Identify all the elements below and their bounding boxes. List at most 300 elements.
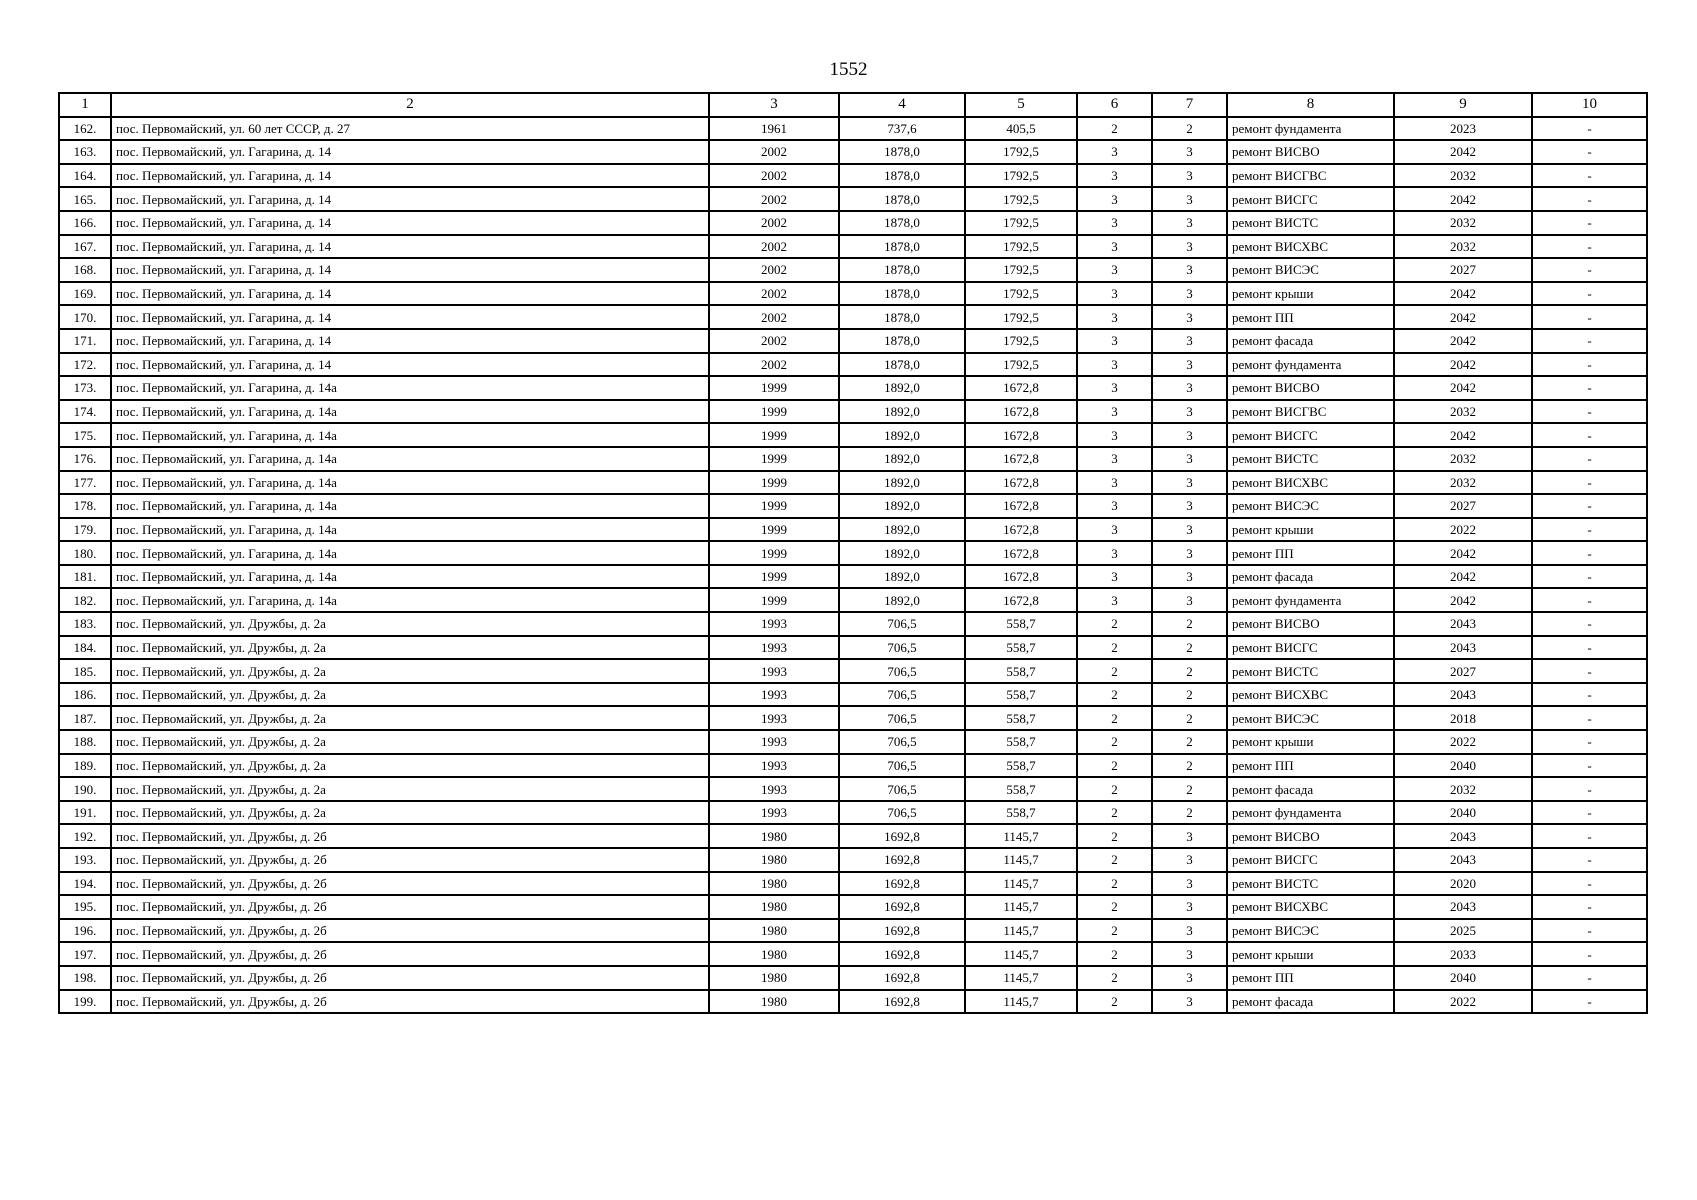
table-row (59, 258, 1647, 282)
entrances-cell: 3 (1152, 140, 1227, 164)
note-cell: - (1532, 140, 1647, 164)
note-cell: - (1532, 990, 1647, 1014)
floors-cell: 3 (1077, 187, 1152, 211)
entrances-cell: 3 (1152, 423, 1227, 447)
repair-type-cell: ремонт ВИСГС (1227, 848, 1394, 872)
table-row (59, 117, 1647, 141)
total-area-cell: 1892,0 (839, 541, 965, 565)
repair-type-cell: ремонт ВИСЭС (1227, 494, 1394, 518)
address-cell: пос. Первомайский, ул. Гагарина, д. 14а (111, 376, 709, 400)
total-area-cell: 1878,0 (839, 187, 965, 211)
row-number-cell: 198. (59, 966, 111, 990)
repair-year-cell: 2042 (1394, 353, 1532, 377)
total-area-cell: 1878,0 (839, 305, 965, 329)
living-area-cell: 1792,5 (965, 211, 1077, 235)
address-cell: пос. Первомайский, ул. Гагарина, д. 14а (111, 423, 709, 447)
floors-cell: 3 (1077, 329, 1152, 353)
living-area-cell: 1792,5 (965, 235, 1077, 259)
living-area-cell: 558,7 (965, 730, 1077, 754)
year-built-cell: 1999 (709, 471, 839, 495)
floors-cell: 3 (1077, 305, 1152, 329)
repair-type-cell: ремонт ВИСВО (1227, 140, 1394, 164)
total-area-cell: 1878,0 (839, 140, 965, 164)
living-area-cell: 558,7 (965, 659, 1077, 683)
repair-type-cell: ремонт ВИСГВС (1227, 164, 1394, 188)
total-area-cell: 706,5 (839, 730, 965, 754)
living-area-cell: 1792,5 (965, 305, 1077, 329)
total-area-cell: 1878,0 (839, 211, 965, 235)
total-area-cell: 1892,0 (839, 588, 965, 612)
year-built-cell: 2002 (709, 235, 839, 259)
year-built-cell: 1999 (709, 447, 839, 471)
floors-cell: 3 (1077, 494, 1152, 518)
address-cell: пос. Первомайский, ул. Гагарина, д. 14 (111, 329, 709, 353)
year-built-cell: 2002 (709, 164, 839, 188)
living-area-cell: 1145,7 (965, 942, 1077, 966)
column-header: 7 (1152, 93, 1227, 117)
repair-year-cell: 2032 (1394, 447, 1532, 471)
note-cell: - (1532, 187, 1647, 211)
table-row (59, 329, 1647, 353)
total-area-cell: 706,5 (839, 801, 965, 825)
repair-year-cell: 2043 (1394, 895, 1532, 919)
note-cell: - (1532, 164, 1647, 188)
note-cell: - (1532, 801, 1647, 825)
address-cell: пос. Первомайский, ул. Дружбы, д. 2а (111, 659, 709, 683)
living-area-cell: 558,7 (965, 801, 1077, 825)
total-area-cell: 1892,0 (839, 518, 965, 542)
table-row (59, 235, 1647, 259)
entrances-cell: 2 (1152, 636, 1227, 660)
note-cell: - (1532, 683, 1647, 707)
floors-cell: 3 (1077, 164, 1152, 188)
address-cell: пос. Первомайский, ул. Гагарина, д. 14 (111, 211, 709, 235)
table-row (59, 990, 1647, 1014)
repair-type-cell: ремонт ВИСЭС (1227, 258, 1394, 282)
year-built-cell: 1999 (709, 400, 839, 424)
entrances-cell: 3 (1152, 164, 1227, 188)
living-area-cell: 1792,5 (965, 187, 1077, 211)
address-cell: пос. Первомайский, ул. Дружбы, д. 2а (111, 777, 709, 801)
living-area-cell: 405,5 (965, 117, 1077, 141)
repair-type-cell: ремонт ВИСТС (1227, 447, 1394, 471)
repair-type-cell: ремонт фасада (1227, 990, 1394, 1014)
year-built-cell: 1993 (709, 636, 839, 660)
note-cell: - (1532, 447, 1647, 471)
note-cell: - (1532, 565, 1647, 589)
table-row (59, 706, 1647, 730)
column-header: 10 (1532, 93, 1647, 117)
floors-cell: 3 (1077, 258, 1152, 282)
note-cell: - (1532, 824, 1647, 848)
address-cell: пос. Первомайский, ул. Гагарина, д. 14а (111, 400, 709, 424)
repair-type-cell: ремонт ВИСВО (1227, 376, 1394, 400)
year-built-cell: 1993 (709, 683, 839, 707)
note-cell: - (1532, 895, 1647, 919)
living-area-cell: 558,7 (965, 777, 1077, 801)
repair-type-cell: ремонт ВИСГС (1227, 187, 1394, 211)
floors-cell: 2 (1077, 895, 1152, 919)
repair-type-cell: ремонт крыши (1227, 942, 1394, 966)
address-cell: пос. Первомайский, ул. Гагарина, д. 14а (111, 518, 709, 542)
total-area-cell: 1878,0 (839, 164, 965, 188)
row-number-cell: 193. (59, 848, 111, 872)
floors-cell: 3 (1077, 588, 1152, 612)
row-number-cell: 199. (59, 990, 111, 1014)
floors-cell: 2 (1077, 872, 1152, 896)
note-cell: - (1532, 258, 1647, 282)
table-row (59, 140, 1647, 164)
table-row (59, 423, 1647, 447)
repair-type-cell: ремонт фасада (1227, 565, 1394, 589)
table-row (59, 353, 1647, 377)
address-cell: пос. Первомайский, ул. Дружбы, д. 2а (111, 636, 709, 660)
living-area-cell: 1672,8 (965, 376, 1077, 400)
total-area-cell: 1892,0 (839, 423, 965, 447)
repair-type-cell: ремонт ВИСГВС (1227, 400, 1394, 424)
note-cell: - (1532, 471, 1647, 495)
entrances-cell: 3 (1152, 518, 1227, 542)
address-cell: пос. Первомайский, ул. Гагарина, д. 14а (111, 471, 709, 495)
living-area-cell: 1672,8 (965, 447, 1077, 471)
row-number-cell: 173. (59, 376, 111, 400)
table-row (59, 942, 1647, 966)
table-row (59, 966, 1647, 990)
note-cell: - (1532, 423, 1647, 447)
entrances-cell: 2 (1152, 659, 1227, 683)
total-area-cell: 1878,0 (839, 329, 965, 353)
entrances-cell: 3 (1152, 990, 1227, 1014)
note-cell: - (1532, 518, 1647, 542)
living-area-cell: 1792,5 (965, 164, 1077, 188)
row-number-cell: 165. (59, 187, 111, 211)
repair-type-cell: ремонт ВИСХВС (1227, 235, 1394, 259)
living-area-cell: 1672,8 (965, 518, 1077, 542)
floors-cell: 3 (1077, 282, 1152, 306)
repair-year-cell: 2042 (1394, 329, 1532, 353)
year-built-cell: 2002 (709, 258, 839, 282)
repair-type-cell: ремонт крыши (1227, 518, 1394, 542)
living-area-cell: 1792,5 (965, 353, 1077, 377)
living-area-cell: 1672,8 (965, 565, 1077, 589)
column-header: 3 (709, 93, 839, 117)
note-cell: - (1532, 777, 1647, 801)
column-header: 5 (965, 93, 1077, 117)
repair-type-cell: ремонт фундамента (1227, 588, 1394, 612)
row-number-cell: 185. (59, 659, 111, 683)
living-area-cell: 558,7 (965, 706, 1077, 730)
repair-type-cell: ремонт ВИСВО (1227, 612, 1394, 636)
year-built-cell: 1999 (709, 376, 839, 400)
living-area-cell: 558,7 (965, 612, 1077, 636)
address-cell: пос. Первомайский, ул. Гагарина, д. 14а (111, 447, 709, 471)
repair-year-cell: 2043 (1394, 824, 1532, 848)
repair-year-cell: 2022 (1394, 730, 1532, 754)
note-cell: - (1532, 211, 1647, 235)
table-row (59, 895, 1647, 919)
living-area-cell: 558,7 (965, 683, 1077, 707)
table-row (59, 848, 1647, 872)
floors-cell: 3 (1077, 235, 1152, 259)
address-cell: пос. Первомайский, ул. Гагарина, д. 14а (111, 588, 709, 612)
year-built-cell: 1993 (709, 801, 839, 825)
entrances-cell: 3 (1152, 211, 1227, 235)
repair-year-cell: 2040 (1394, 754, 1532, 778)
floors-cell: 2 (1077, 942, 1152, 966)
living-area-cell: 1672,8 (965, 400, 1077, 424)
living-area-cell: 1145,7 (965, 919, 1077, 943)
address-cell: пос. Первомайский, ул. Дружбы, д. 2б (111, 942, 709, 966)
living-area-cell: 558,7 (965, 754, 1077, 778)
row-number-cell: 179. (59, 518, 111, 542)
repair-year-cell: 2032 (1394, 164, 1532, 188)
year-built-cell: 1980 (709, 942, 839, 966)
row-number-cell: 175. (59, 423, 111, 447)
entrances-cell: 2 (1152, 612, 1227, 636)
floors-cell: 2 (1077, 659, 1152, 683)
note-cell: - (1532, 659, 1647, 683)
note-cell: - (1532, 353, 1647, 377)
repair-year-cell: 2027 (1394, 258, 1532, 282)
address-cell: пос. Первомайский, ул. Гагарина, д. 14 (111, 235, 709, 259)
floors-cell: 2 (1077, 612, 1152, 636)
repair-year-cell: 2025 (1394, 919, 1532, 943)
living-area-cell: 1145,7 (965, 895, 1077, 919)
entrances-cell: 3 (1152, 942, 1227, 966)
total-area-cell: 1878,0 (839, 258, 965, 282)
table-row (59, 447, 1647, 471)
address-cell: пос. Первомайский, ул. Дружбы, д. 2б (111, 966, 709, 990)
address-cell: пос. Первомайский, ул. Гагарина, д. 14 (111, 187, 709, 211)
table-row (59, 919, 1647, 943)
row-number-cell: 167. (59, 235, 111, 259)
address-cell: пос. Первомайский, ул. Гагарина, д. 14 (111, 258, 709, 282)
row-number-cell: 182. (59, 588, 111, 612)
address-cell: пос. Первомайский, ул. Гагарина, д. 14 (111, 164, 709, 188)
repair-type-cell: ремонт фундамента (1227, 117, 1394, 141)
note-cell: - (1532, 942, 1647, 966)
row-number-cell: 194. (59, 872, 111, 896)
table-row (59, 730, 1647, 754)
year-built-cell: 1961 (709, 117, 839, 141)
note-cell: - (1532, 305, 1647, 329)
living-area-cell: 1672,8 (965, 471, 1077, 495)
address-cell: пос. Первомайский, ул. Дружбы, д. 2а (111, 801, 709, 825)
entrances-cell: 3 (1152, 305, 1227, 329)
total-area-cell: 1692,8 (839, 919, 965, 943)
entrances-cell: 3 (1152, 541, 1227, 565)
repair-year-cell: 2020 (1394, 872, 1532, 896)
repair-year-cell: 2032 (1394, 400, 1532, 424)
repair-type-cell: ремонт ВИСТС (1227, 659, 1394, 683)
note-cell: - (1532, 754, 1647, 778)
entrances-cell: 3 (1152, 588, 1227, 612)
table-row (59, 824, 1647, 848)
year-built-cell: 1993 (709, 730, 839, 754)
year-built-cell: 1999 (709, 565, 839, 589)
year-built-cell: 2002 (709, 305, 839, 329)
repair-year-cell: 2027 (1394, 659, 1532, 683)
living-area-cell: 1145,7 (965, 990, 1077, 1014)
floors-cell: 3 (1077, 376, 1152, 400)
floors-cell: 3 (1077, 518, 1152, 542)
row-number-cell: 184. (59, 636, 111, 660)
note-cell: - (1532, 919, 1647, 943)
year-built-cell: 2002 (709, 211, 839, 235)
total-area-cell: 1892,0 (839, 565, 965, 589)
row-number-cell: 171. (59, 329, 111, 353)
table-body (59, 117, 1647, 1014)
address-cell: пос. Первомайский, ул. Дружбы, д. 2б (111, 824, 709, 848)
total-area-cell: 1692,8 (839, 990, 965, 1014)
total-area-cell: 1892,0 (839, 447, 965, 471)
floors-cell: 2 (1077, 848, 1152, 872)
note-cell: - (1532, 588, 1647, 612)
row-number-cell: 164. (59, 164, 111, 188)
row-number-cell: 166. (59, 211, 111, 235)
table-row (59, 777, 1647, 801)
repair-year-cell: 2040 (1394, 801, 1532, 825)
repair-year-cell: 2042 (1394, 565, 1532, 589)
note-cell: - (1532, 848, 1647, 872)
table-row (59, 588, 1647, 612)
note-cell: - (1532, 706, 1647, 730)
floors-cell: 2 (1077, 117, 1152, 141)
repair-type-cell: ремонт фасада (1227, 777, 1394, 801)
repair-year-cell: 2042 (1394, 423, 1532, 447)
repair-type-cell: ремонт ВИСГС (1227, 423, 1394, 447)
entrances-cell: 3 (1152, 400, 1227, 424)
address-cell: пос. Первомайский, ул. Дружбы, д. 2а (111, 730, 709, 754)
living-area-cell: 1145,7 (965, 824, 1077, 848)
total-area-cell: 1692,8 (839, 895, 965, 919)
year-built-cell: 1980 (709, 919, 839, 943)
entrances-cell: 3 (1152, 565, 1227, 589)
floors-cell: 2 (1077, 777, 1152, 801)
address-cell: пос. Первомайский, ул. 60 лет СССР, д. 27 (111, 117, 709, 141)
note-cell: - (1532, 872, 1647, 896)
table-row (59, 683, 1647, 707)
column-header: 8 (1227, 93, 1394, 117)
table-row (59, 164, 1647, 188)
year-built-cell: 1980 (709, 824, 839, 848)
entrances-cell: 3 (1152, 329, 1227, 353)
floors-cell: 3 (1077, 400, 1152, 424)
year-built-cell: 1999 (709, 541, 839, 565)
year-built-cell: 1980 (709, 848, 839, 872)
floors-cell: 2 (1077, 801, 1152, 825)
repair-type-cell: ремонт ВИСХВС (1227, 895, 1394, 919)
column-header: 6 (1077, 93, 1152, 117)
total-area-cell: 706,5 (839, 636, 965, 660)
table-row (59, 872, 1647, 896)
total-area-cell: 706,5 (839, 612, 965, 636)
floors-cell: 3 (1077, 447, 1152, 471)
row-number-cell: 187. (59, 706, 111, 730)
table-row (59, 494, 1647, 518)
total-area-cell: 706,5 (839, 754, 965, 778)
row-number-cell: 177. (59, 471, 111, 495)
table-row (59, 376, 1647, 400)
column-header: 4 (839, 93, 965, 117)
floors-cell: 2 (1077, 919, 1152, 943)
entrances-cell: 3 (1152, 824, 1227, 848)
note-cell: - (1532, 117, 1647, 141)
table-row (59, 565, 1647, 589)
repair-year-cell: 2043 (1394, 612, 1532, 636)
repair-type-cell: ремонт ПП (1227, 305, 1394, 329)
year-built-cell: 1993 (709, 706, 839, 730)
row-number-cell: 191. (59, 801, 111, 825)
table-row (59, 754, 1647, 778)
entrances-cell: 3 (1152, 282, 1227, 306)
floors-cell: 3 (1077, 565, 1152, 589)
repair-year-cell: 2023 (1394, 117, 1532, 141)
repair-year-cell: 2042 (1394, 305, 1532, 329)
floors-cell: 2 (1077, 990, 1152, 1014)
total-area-cell: 737,6 (839, 117, 965, 141)
entrances-cell: 2 (1152, 117, 1227, 141)
repair-year-cell: 2040 (1394, 966, 1532, 990)
entrances-cell: 3 (1152, 258, 1227, 282)
repair-year-cell: 2042 (1394, 187, 1532, 211)
floors-cell: 3 (1077, 423, 1152, 447)
table-row (59, 612, 1647, 636)
living-area-cell: 1792,5 (965, 329, 1077, 353)
address-cell: пос. Первомайский, ул. Дружбы, д. 2б (111, 895, 709, 919)
row-number-cell: 188. (59, 730, 111, 754)
entrances-cell: 2 (1152, 754, 1227, 778)
living-area-cell: 1145,7 (965, 966, 1077, 990)
floors-cell: 2 (1077, 966, 1152, 990)
address-cell: пос. Первомайский, ул. Дружбы, д. 2а (111, 683, 709, 707)
row-number-cell: 197. (59, 942, 111, 966)
note-cell: - (1532, 329, 1647, 353)
living-area-cell: 1792,5 (965, 282, 1077, 306)
repair-type-cell: ремонт ВИСТС (1227, 872, 1394, 896)
total-area-cell: 706,5 (839, 659, 965, 683)
repair-type-cell: ремонт ВИСХВС (1227, 683, 1394, 707)
row-number-cell: 190. (59, 777, 111, 801)
table-row (59, 305, 1647, 329)
repair-year-cell: 2043 (1394, 683, 1532, 707)
entrances-cell: 3 (1152, 494, 1227, 518)
year-built-cell: 1980 (709, 966, 839, 990)
row-number-cell: 169. (59, 282, 111, 306)
living-area-cell: 1145,7 (965, 872, 1077, 896)
year-built-cell: 2002 (709, 140, 839, 164)
year-built-cell: 1980 (709, 990, 839, 1014)
table-row (59, 282, 1647, 306)
year-built-cell: 2002 (709, 329, 839, 353)
note-cell: - (1532, 400, 1647, 424)
repair-year-cell: 2042 (1394, 282, 1532, 306)
repair-year-cell: 2032 (1394, 235, 1532, 259)
year-built-cell: 1999 (709, 588, 839, 612)
total-area-cell: 1878,0 (839, 353, 965, 377)
year-built-cell: 2002 (709, 353, 839, 377)
address-cell: пос. Первомайский, ул. Дружбы, д. 2а (111, 754, 709, 778)
entrances-cell: 3 (1152, 447, 1227, 471)
total-area-cell: 1692,8 (839, 966, 965, 990)
entrances-cell: 3 (1152, 187, 1227, 211)
total-area-cell: 1692,8 (839, 824, 965, 848)
total-area-cell: 1892,0 (839, 471, 965, 495)
repair-year-cell: 2032 (1394, 471, 1532, 495)
table-row (59, 541, 1647, 565)
repair-type-cell: ремонт ВИСЭС (1227, 919, 1394, 943)
repair-year-cell: 2022 (1394, 518, 1532, 542)
